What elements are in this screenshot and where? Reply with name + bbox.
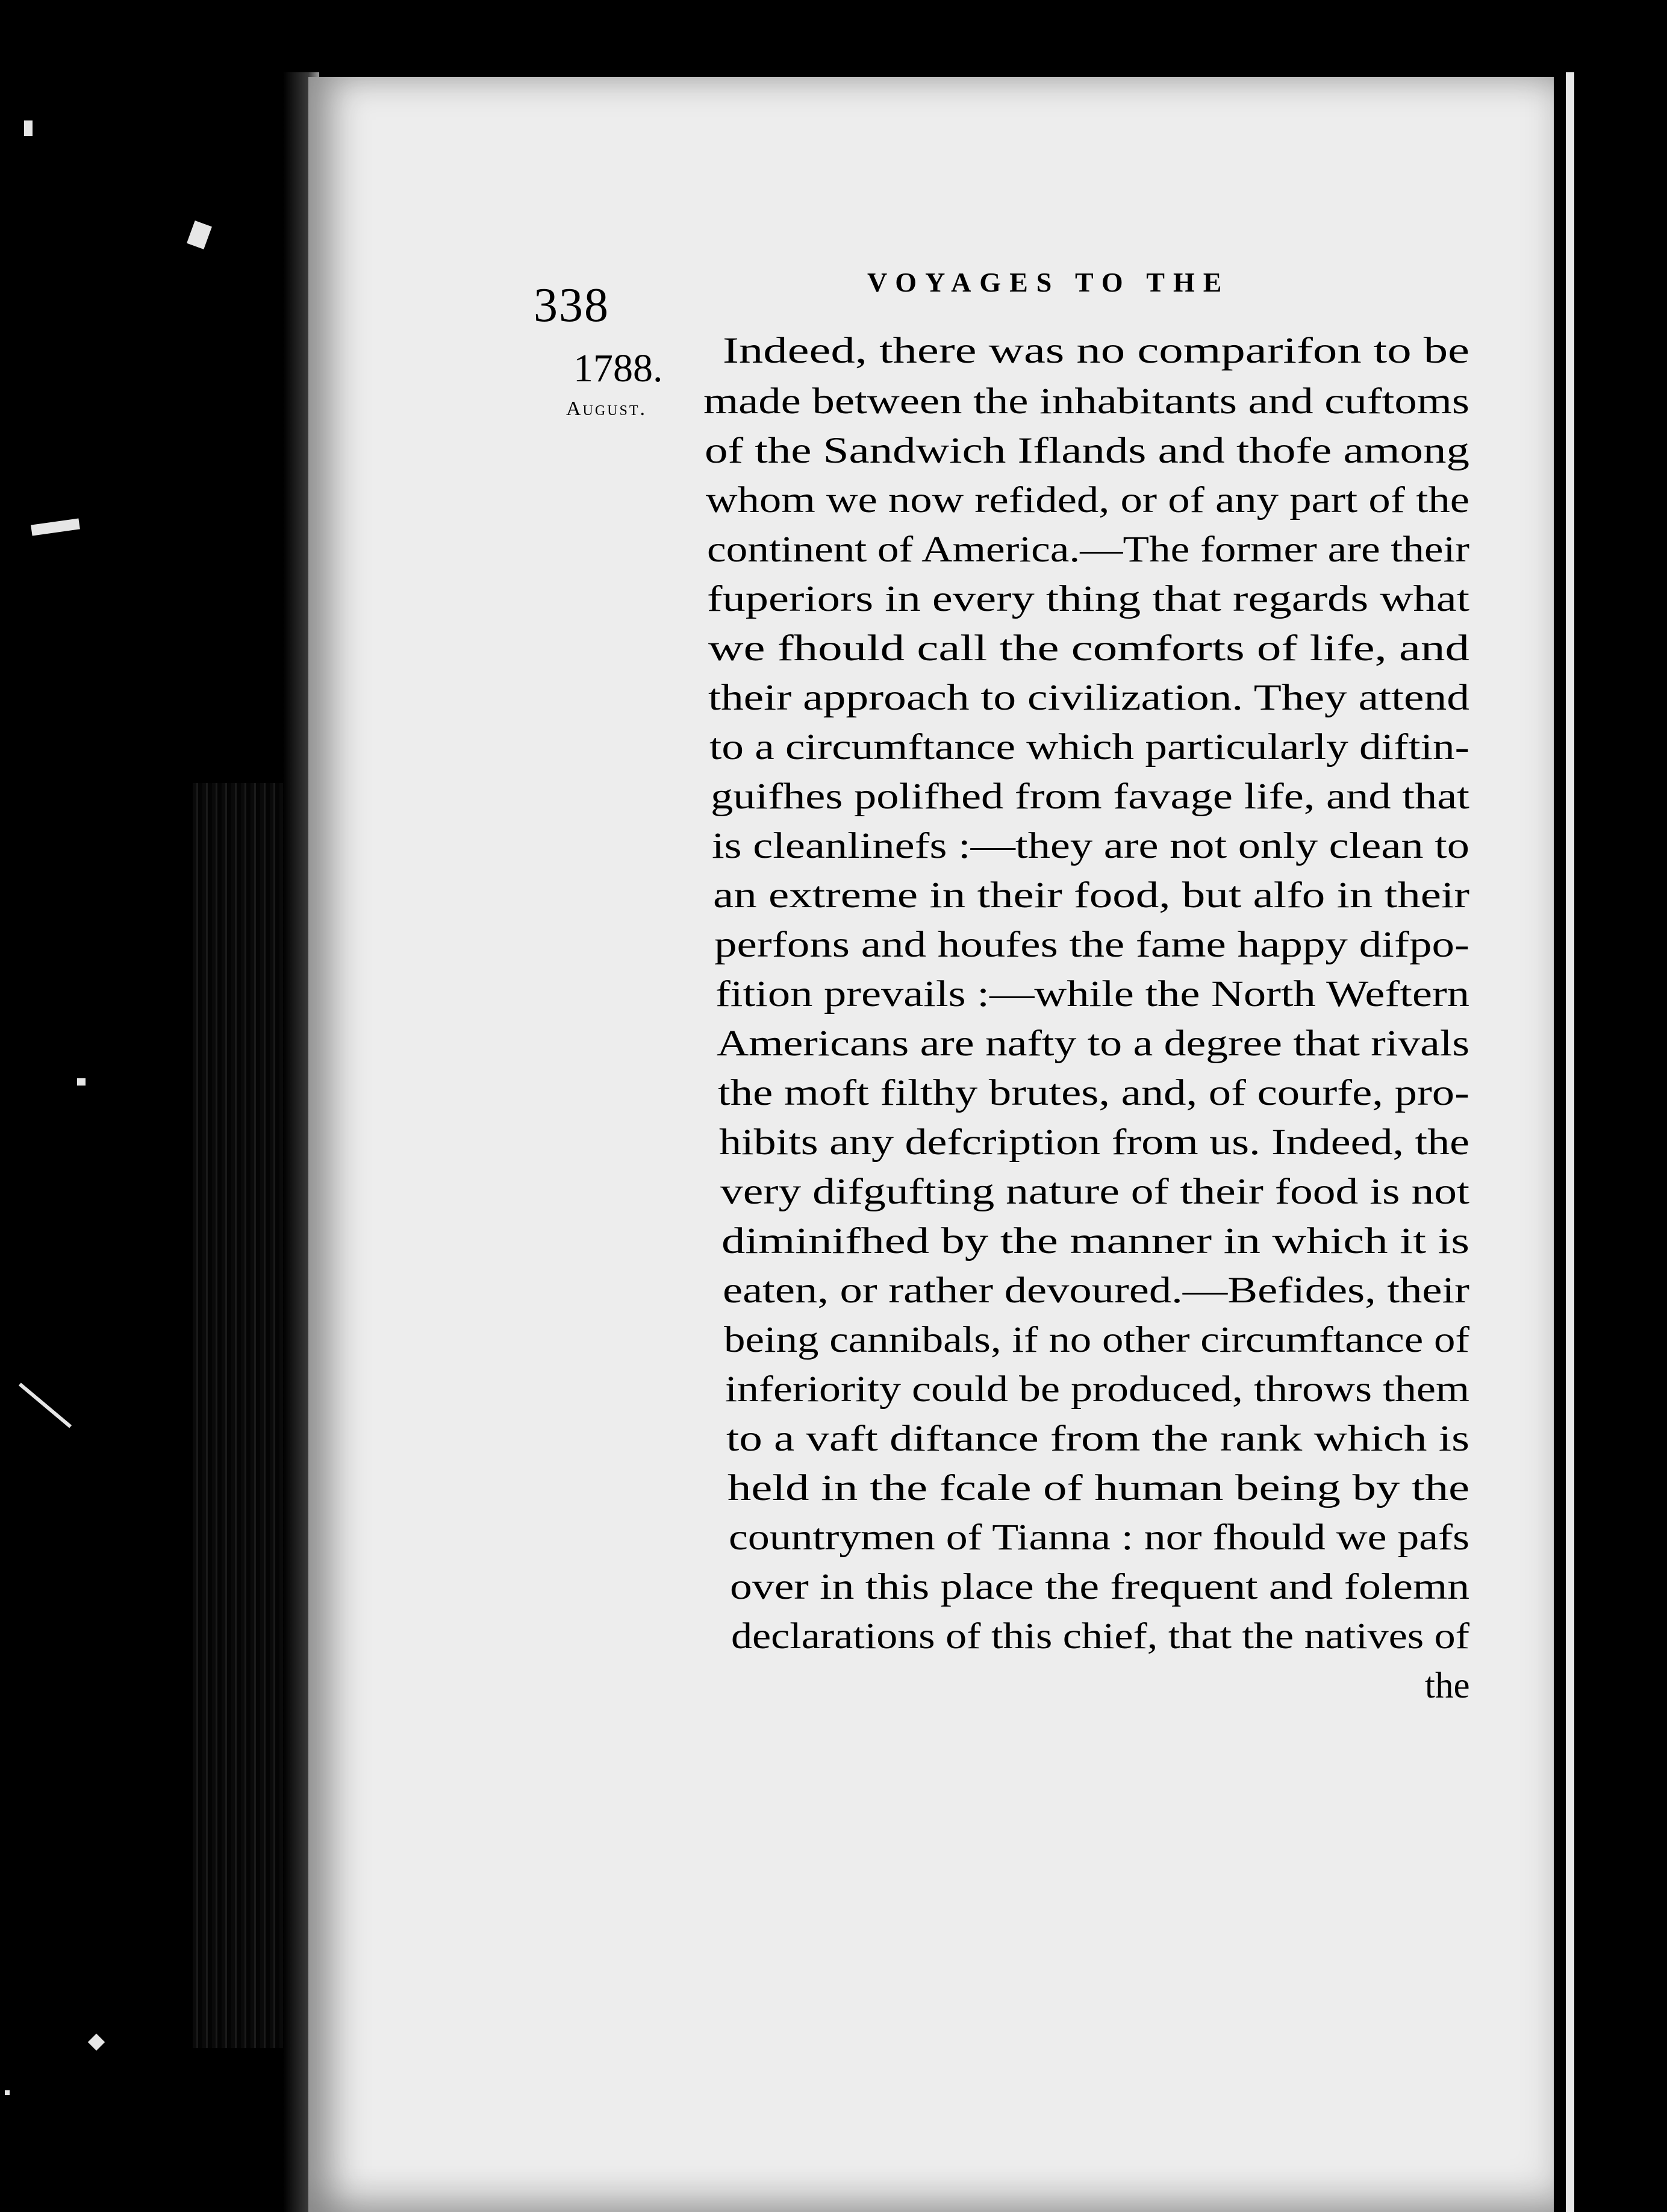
text-line: their approach to civilization. They attend — [708, 678, 1469, 718]
text-line: very difgufting nature of their food is not — [720, 1172, 1469, 1212]
text-line: to a vaft diftance from the rank which is — [726, 1419, 1469, 1459]
text-line: declarations of this chief, that the natives of — [731, 1616, 1469, 1657]
dust-speck — [24, 120, 33, 136]
text-line: the moft filthy brutes, and, of courfe, pro- — [718, 1073, 1469, 1113]
text-line: to a circumftance which particularly diftin- — [709, 727, 1469, 767]
catchword: the — [1425, 1666, 1470, 1706]
text-line: perfons and houfes the fame happy difpo- — [714, 925, 1469, 965]
text-line: we fhould call the comforts of life, and — [708, 628, 1469, 669]
text-line: of the Sandwich Iflands and thofe among — [705, 431, 1469, 471]
running-head: VOYAGES TO THE — [867, 267, 1230, 298]
text-line: guifhes polifhed from favage life, and that — [711, 776, 1469, 817]
text-line: fuperiors in every thing that regards what — [707, 579, 1469, 619]
text-line: Americans are nafty to a degree that rivals — [717, 1023, 1469, 1064]
text-line: made between the inhabitants and cuftoms — [703, 381, 1469, 422]
facing-page-edge — [1566, 72, 1574, 2212]
margin-year: 1788. — [573, 346, 663, 390]
margin-month: August. — [566, 398, 647, 420]
dust-speck — [187, 220, 212, 249]
text-line: is cleanlinefs :—they are not only clean to — [712, 826, 1469, 866]
text-line: countrymen of Tianna : nor fhould we pafs — [729, 1517, 1469, 1558]
text-line: eaten, or rather devoured.—Befides, their — [723, 1270, 1469, 1311]
text-line: held in the fcale of human being by the — [728, 1468, 1469, 1508]
dust-speck — [88, 2034, 105, 2051]
dust-speck — [31, 519, 80, 536]
text-line: whom we now refided, or of any part of the — [706, 480, 1469, 520]
text-line: inferiority could be produced, throws them — [725, 1369, 1469, 1410]
text-line: Indeed, there was no comparifon to be — [723, 331, 1469, 371]
text-line: hibits any defcription from us. Indeed, the — [719, 1122, 1469, 1163]
text-line: fition prevails :—while the North Weftern — [715, 974, 1469, 1014]
dust-speck — [19, 1382, 72, 1428]
text-line: over in this place the frequent and folemn — [730, 1567, 1469, 1607]
page-number: 338 — [534, 279, 609, 332]
text-line: being cannibals, if no other circumftance of — [724, 1320, 1469, 1360]
text-line: an extreme in their food, but alfo in their — [713, 875, 1469, 916]
dust-speck — [5, 2090, 10, 2095]
dust-speck — [77, 1078, 86, 1086]
text-line: diminifhed by the manner in which it is — [721, 1221, 1469, 1261]
text-line: continent of America.—The former are their — [707, 530, 1469, 570]
